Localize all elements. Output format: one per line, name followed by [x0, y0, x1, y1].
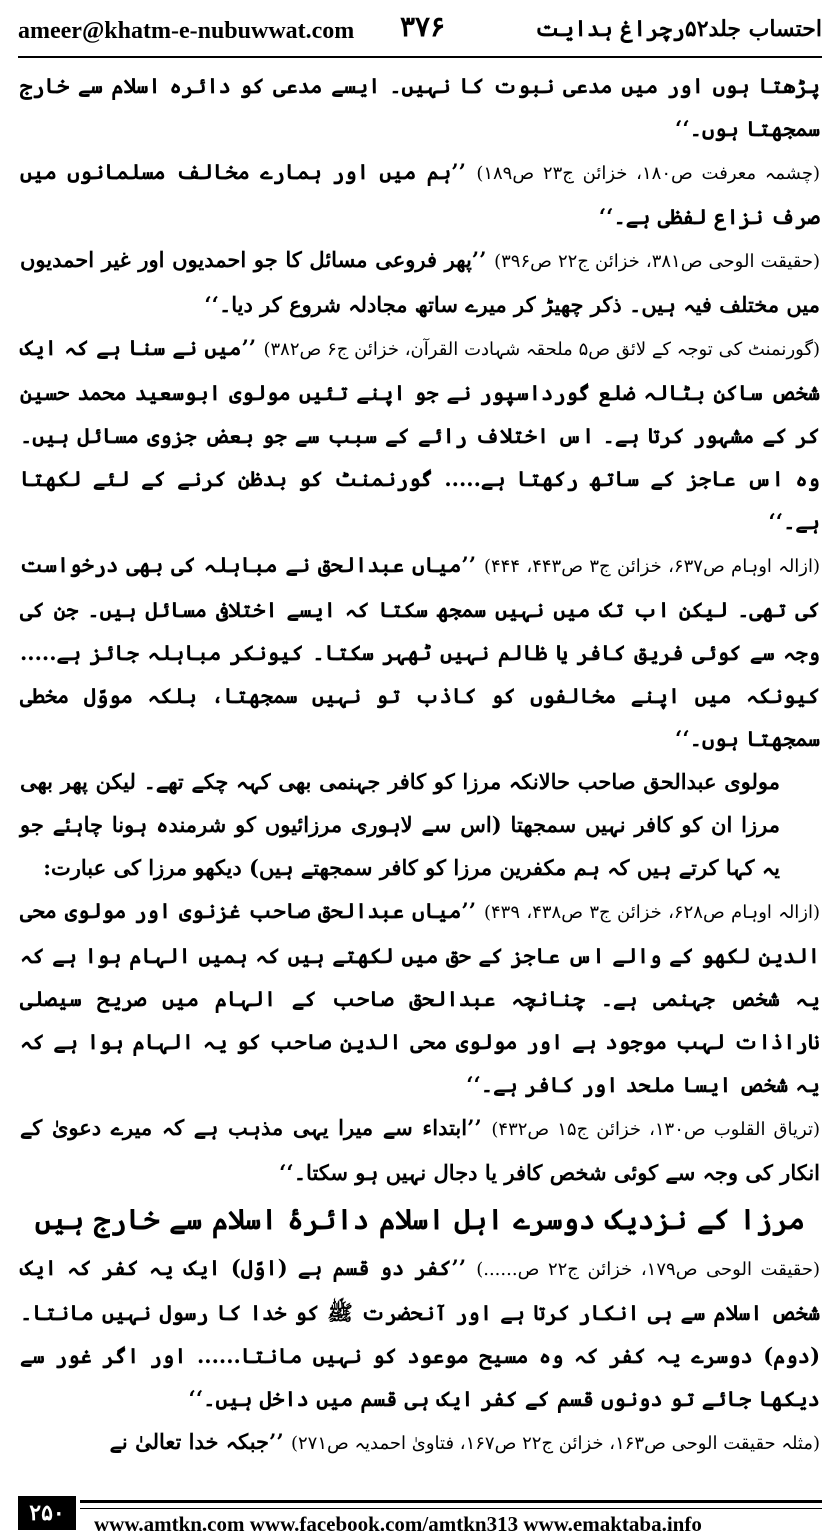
- page-footer: [18, 1496, 822, 1536]
- paragraph-text: ’’ہم میں اور ہمارے مخالف مسلمانوں میں صرف نزاع لفظی ہے۔‘‘: [20, 159, 820, 229]
- paragraph: [20, 1106, 820, 1194]
- paragraph-text: ’’میں نے سنا ہے کہ ایک شخص ساکن بٹالہ ضلع گورداسپور نے جو اپنے تئیں مولوی ابوسعید محمد حسین کر کے مشہور کرتا ہے۔ اس اختلاف رائے کے سبب سے جو بعض جزوی مسائل ہیں۔ وہ اس عاجز کے ساتھ رکھتا ہے..... گورنمنٹ کو بدظن کرنے کے لئے لکھتا ہے۔‘‘: [20, 335, 820, 534]
- citation: (ازالہ اوہام ص۶۲۸، خزائن ج۳ ص۴۳۸، ۴۳۹): [483, 902, 821, 923]
- commentary-paragraph: مولوی عبدالحق صاحب حالانکہ مرزا کو کافر جہنمی بھی کہہ چکے تھے۔ لیکن پھر بھی مرزا ان کو کافر نہیں سمجھتا (اس سے لاہوری مرزائیوں کو شرمندہ ہونا چاہئے جو یہ کہا کرتے ہیں کہ ہم مکفرین مرزا کو کافر سمجھتے ہیں) دیکھو مرزا کی عبارت:: [20, 769, 780, 880]
- paragraph: [20, 543, 820, 760]
- paragraph-text: ’’میاں عبدالحق نے مباہلہ کی بھی درخواست کی تھی۔ لیکن اب تک میں نہیں سمجھ سکتا کہ ایسے اختلافی مسائل ہیں۔ جن کی وجہ سے کوئی فریق کافر یا ظالم نہیں ٹھہر سکتا۔ کیونکر مباہلہ جائز ہے..... کیونکہ میں اپنے مخالفوں کو کاذب تو نہیں سمجھتا، بلکہ مووّل مخطی سمجھتا ہوں۔‘‘: [20, 552, 820, 751]
- citation: (تریاق القلوب ص۱۳۰، خزائن ج۱۵ ص۴۳۲): [491, 1119, 820, 1140]
- citation: (مثلہ حقیقت الوحی ص۱۶۳، خزائن ج۲۲ ص۱۶۷، فتاویٰ احمدیہ ص۲۷۱): [290, 1433, 820, 1454]
- header-title: احتساب جلد۵۲رچراغ ہدایت: [535, 16, 822, 42]
- paragraph: [20, 1246, 820, 1420]
- section-heading: مرزا کے نزدیک دوسرے اہل اسلام دائرۂ اسلام سے خارج ہیں: [34, 1203, 806, 1236]
- paragraph-text: ’’ابتداء سے میرا یہی مذہب ہے کہ میرے دعویٰ کے انکار کی وجہ سے کوئی شخص کافر یا دجال نہیں ہو سکتا۔‘‘: [20, 1115, 820, 1185]
- citation: (گورنمنٹ کی توجہ کے لائق ص۵ ملحقہ شہادت القرآن، خزائن ج۶ ص۳۸۲): [263, 339, 821, 360]
- page-body: [20, 64, 820, 1465]
- citation: (چشمہ معرفت ص۱۸۰، خزائن ج۲۳ ص۱۸۹): [476, 163, 821, 184]
- paragraph: [20, 64, 820, 150]
- paragraph-text: ’’کفر دو قسم ہے (اوّل) ایک یہ کفر کہ ایک شخص اسلام سے ہی انکار کرتا ہے اور آنحضرت ﷺ کو خدا کا رسول نہیں مانتا۔ (دوم) دوسرے یہ کفر کہ وہ مسیح موعود کو نہیں مانتا...... اور اگر غور سے دیکھا جائے تو دونوں قسم کے کفر ایک ہی قسم میں داخل ہیں۔‘‘: [20, 1255, 820, 1411]
- header-page-number: ۳۷۶: [400, 10, 446, 43]
- footer-page-number: ۲۵۰: [18, 1496, 76, 1530]
- paragraph-text: پڑھتا ہوں اور میں مدعی نبوت کا نہیں۔ ایسے مدعی کو دائرہ اسلام سے خارج سمجھتا ہوں۔‘‘: [20, 73, 820, 141]
- paragraph: [20, 1420, 820, 1465]
- paragraph-text: ’’جبکہ خدا تعالیٰ نے: [109, 1429, 284, 1454]
- paragraph: [20, 238, 820, 326]
- footer-divider-thin: [80, 1508, 822, 1509]
- footer-links[interactable]: www.amtkn.com www.facebook.com/amtkn313 www.emaktaba.info: [94, 1512, 702, 1536]
- paragraph: [20, 150, 820, 238]
- citation: (حقیقت الوحی ص۳۸۱، خزائن ج۲۲ ص۳۹۶): [494, 251, 820, 272]
- header-divider: [18, 56, 822, 58]
- paragraph: [20, 326, 820, 543]
- citation: (ازالہ اوہام ص۶۳۷، خزائن ج۳ ص۴۴۳، ۴۴۴): [483, 556, 821, 577]
- paragraph-text: ’’پھر فروعی مسائل کا جو احمدیوں اور غیر احمدیوں میں مختلف فیہ ہیں۔ ذکر چھیڑ کر میرے ساتھ مجادلہ شروع کر دیا۔‘‘: [20, 247, 820, 317]
- citation: (حقیقت الوحی ص۱۷۹، خزائن ج۲۲ ص......): [476, 1259, 821, 1280]
- paragraph-text: ’’میاں عبدالحق صاحب غزنوی اور مولوی محی الدین لکھو کے والے اس عاجز کے حق میں لکھتے ہیں کہ ہمیں الہام ہوا ہے کہ یہ شخص جہنمی ہے۔ چنانچہ عبدالحق صاحب کے الہام میں صریح سیصلی ناراذات لہب موجود ہے اور مولوی محی الدین صاحب کو یہ الہام ہوا ہے کہ یہ شخص ایسا ملحد اور کافر ہے۔‘‘: [20, 898, 820, 1097]
- paragraph: [20, 889, 820, 1106]
- footer-divider: [80, 1500, 822, 1503]
- page-header: [18, 10, 822, 52]
- header-email: ameer@khatm-e-nubuwwat.com: [18, 18, 355, 44]
